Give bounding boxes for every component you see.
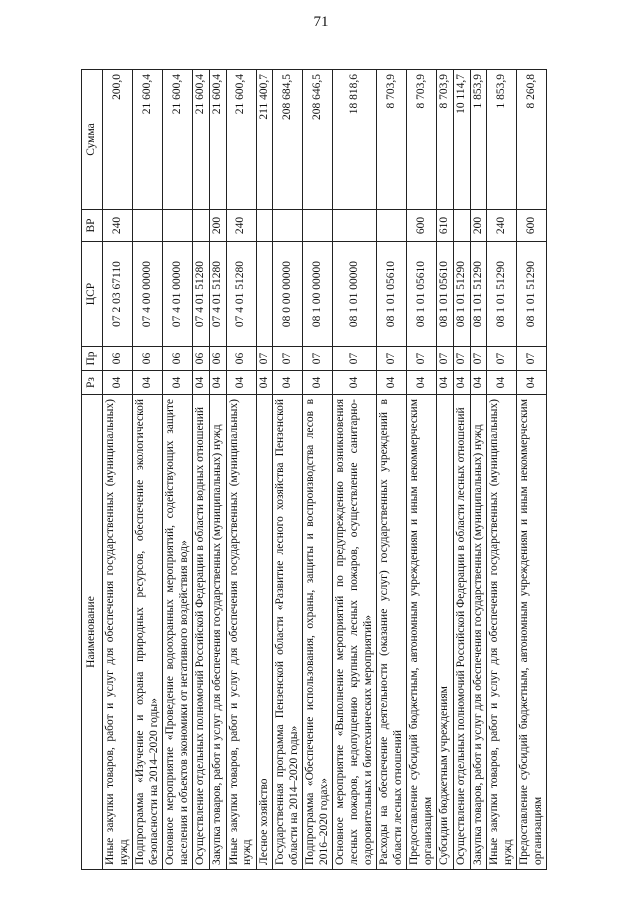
table-row (256, 70, 273, 870)
header-name: Наименование (82, 395, 103, 870)
cell-pr: 07 (470, 347, 487, 371)
cell-pr: 06 (133, 347, 163, 371)
cell-vr: 200 (470, 210, 487, 242)
cell-rz: 04 (226, 371, 256, 395)
cell-sum: 8 703,9 (377, 70, 407, 210)
cell-sum: 200,0 (103, 70, 133, 210)
cell-rz: 04 (333, 371, 377, 395)
cell-sum: 1 853,9 (470, 70, 487, 210)
cell-vr (303, 210, 333, 242)
cell-csr: 08 1 01 05610 (377, 242, 407, 347)
cell-sum: 10 114,7 (453, 70, 470, 210)
cell-pr: 06 (193, 347, 210, 371)
cell-vr: 610 (437, 210, 454, 242)
header-csr: ЦСР (82, 242, 103, 347)
cell-rz: 04 (437, 371, 454, 395)
cell-rz: 04 (103, 371, 133, 395)
table-row (163, 70, 193, 870)
cell-name: Осуществление отдельных полномочий Российской Федерации в области лесных отношений (453, 395, 470, 870)
header-rz: Рз (82, 371, 103, 395)
cell-name: Субсидии бюджетным учреждениям (437, 395, 454, 870)
cell-csr: 08 1 00 00000 (303, 242, 333, 347)
table-row (437, 70, 454, 870)
cell-pr: 07 (377, 347, 407, 371)
cell-sum: 21 600,4 (209, 70, 226, 210)
cell-rz: 04 (407, 371, 437, 395)
cell-sum: 8 703,9 (407, 70, 437, 210)
rotated-page-content (81, 70, 553, 870)
cell-pr: 07 (517, 347, 547, 371)
cell-vr: 240 (487, 210, 517, 242)
cell-sum: 208 646,5 (303, 70, 333, 210)
cell-vr (133, 210, 163, 242)
table-row (487, 70, 517, 870)
table-header-row (82, 70, 103, 870)
cell-pr: 07 (273, 347, 303, 371)
table-row (193, 70, 210, 870)
cell-rz: 04 (133, 371, 163, 395)
cell-name: Закупка товаров, работ и услуг для обеспечения государственных (муниципальных) нужд (209, 395, 226, 870)
cell-name: Предоставление субсидий бюджетным, автономным учреждениям и иным некоммерческим организациям (407, 395, 437, 870)
cell-rz: 04 (193, 371, 210, 395)
cell-csr: 07 4 01 51280 (193, 242, 210, 347)
cell-rz: 04 (209, 371, 226, 395)
table-row (517, 70, 547, 870)
budget-table-container (81, 70, 553, 870)
cell-sum: 8 703,9 (437, 70, 454, 210)
table-row (303, 70, 333, 870)
cell-csr: 07 4 00 00000 (133, 242, 163, 347)
cell-csr: 08 1 01 51290 (453, 242, 470, 347)
cell-name: Закупка товаров, работ и услуг для обеспечения государственных (муниципальных) нужд (470, 395, 487, 870)
cell-vr: 240 (226, 210, 256, 242)
cell-csr: 08 1 01 05610 (407, 242, 437, 347)
cell-vr: 240 (103, 210, 133, 242)
cell-rz: 04 (453, 371, 470, 395)
cell-sum: 21 600,4 (193, 70, 210, 210)
cell-rz: 04 (517, 371, 547, 395)
cell-vr (273, 210, 303, 242)
table-row (103, 70, 133, 870)
cell-pr: 07 (437, 347, 454, 371)
cell-csr: 08 0 00 00000 (273, 242, 303, 347)
cell-vr: 600 (517, 210, 547, 242)
cell-name: Иные закупки товаров, работ и услуг для обеспечения государственных (муниципальных) нужд (487, 395, 517, 870)
cell-csr: 08 1 01 51290 (517, 242, 547, 347)
table-row (453, 70, 470, 870)
cell-rz: 04 (273, 371, 303, 395)
table-row (226, 70, 256, 870)
cell-name: Расходы на обеспечение деятельности (оказание услуг) государственных учреждений в области лесных отношений (377, 395, 407, 870)
cell-name: Иные закупки товаров, работ и услуг для обеспечения государственных (муниципальных) нужд (226, 395, 256, 870)
cell-vr: 200 (209, 210, 226, 242)
cell-name: Подпрограмма «Обеспечение использования, охраны, защиты и воспроизводства лесов в 2016–2020 годах» (303, 395, 333, 870)
cell-pr: 06 (103, 347, 133, 371)
table-row (377, 70, 407, 870)
cell-name: Иные закупки товаров, работ и услуг для обеспечения государственных (муниципальных) нужд (103, 395, 133, 870)
cell-sum: 18 818,6 (333, 70, 377, 210)
cell-csr: 08 1 01 00000 (333, 242, 377, 347)
cell-sum: 1 853,9 (487, 70, 517, 210)
cell-csr (256, 242, 273, 347)
cell-pr: 06 (163, 347, 193, 371)
cell-name: Лесное хозяйство (256, 395, 273, 870)
table-row (407, 70, 437, 870)
header-vr: ВР (82, 210, 103, 242)
cell-rz: 04 (256, 371, 273, 395)
cell-rz: 04 (377, 371, 407, 395)
cell-pr: 07 (453, 347, 470, 371)
cell-csr: 08 1 01 51290 (470, 242, 487, 347)
cell-sum: 211 400,7 (256, 70, 273, 210)
header-sum: Сумма (82, 70, 103, 210)
cell-rz: 04 (470, 371, 487, 395)
cell-vr (453, 210, 470, 242)
cell-csr: 08 1 01 51290 (487, 242, 517, 347)
cell-pr: 06 (226, 347, 256, 371)
cell-pr: 06 (209, 347, 226, 371)
cell-pr: 07 (303, 347, 333, 371)
cell-vr (163, 210, 193, 242)
budget-table (81, 69, 547, 870)
cell-sum: 8 260,8 (517, 70, 547, 210)
cell-csr: 07 4 01 00000 (163, 242, 193, 347)
cell-pr: 07 (487, 347, 517, 371)
table-row (273, 70, 303, 870)
table-body (103, 70, 547, 870)
cell-pr: 07 (333, 347, 377, 371)
cell-csr: 07 2 03 67110 (103, 242, 133, 347)
cell-name: Предоставление субсидий бюджетным, автономным учреждениям и иным некоммерческим организациям (517, 395, 547, 870)
cell-csr: 07 4 01 51280 (226, 242, 256, 347)
cell-sum: 21 600,4 (163, 70, 193, 210)
cell-sum: 21 600,4 (226, 70, 256, 210)
cell-csr: 07 4 01 51280 (209, 242, 226, 347)
cell-name: Государственная программа Пензенской области «Развитие лесного хозяйства Пензенской области на 2014–2020 годы» (273, 395, 303, 870)
cell-name: Основное мероприятие «Выполнение мероприятий по предупреждению возникновения лесных пожаров, недопущению крупных лесных пожаров, осуществление санитарно-оздоровительных и биотехнических мероприятий» (333, 395, 377, 870)
cell-csr: 08 1 01 05610 (437, 242, 454, 347)
cell-pr: 07 (407, 347, 437, 371)
cell-name: Основное мероприятие «Проведение водоохранных мероприятий, содействующих защите населения и объектов экономики от негативного воздействия вод» (163, 395, 193, 870)
cell-name: Осуществление отдельных полномочий Российской Федерации в области водных отношений (193, 395, 210, 870)
header-pr: Пр (82, 347, 103, 371)
cell-vr (193, 210, 210, 242)
cell-sum: 21 600,4 (133, 70, 163, 210)
cell-pr: 07 (256, 347, 273, 371)
cell-rz: 04 (303, 371, 333, 395)
table-row (470, 70, 487, 870)
cell-vr: 600 (407, 210, 437, 242)
cell-rz: 04 (163, 371, 193, 395)
table-row (209, 70, 226, 870)
cell-vr (333, 210, 377, 242)
table-row (333, 70, 377, 870)
cell-vr (256, 210, 273, 242)
cell-rz: 04 (487, 371, 517, 395)
table-row (133, 70, 163, 870)
cell-vr (377, 210, 407, 242)
page-number: 71 (313, 14, 329, 30)
cell-sum: 208 684,5 (273, 70, 303, 210)
cell-name: Подпрограмма «Изучение и охрана природных ресурсов, обеспечение экологической безопасности на 2014–2020 годы» (133, 395, 163, 870)
